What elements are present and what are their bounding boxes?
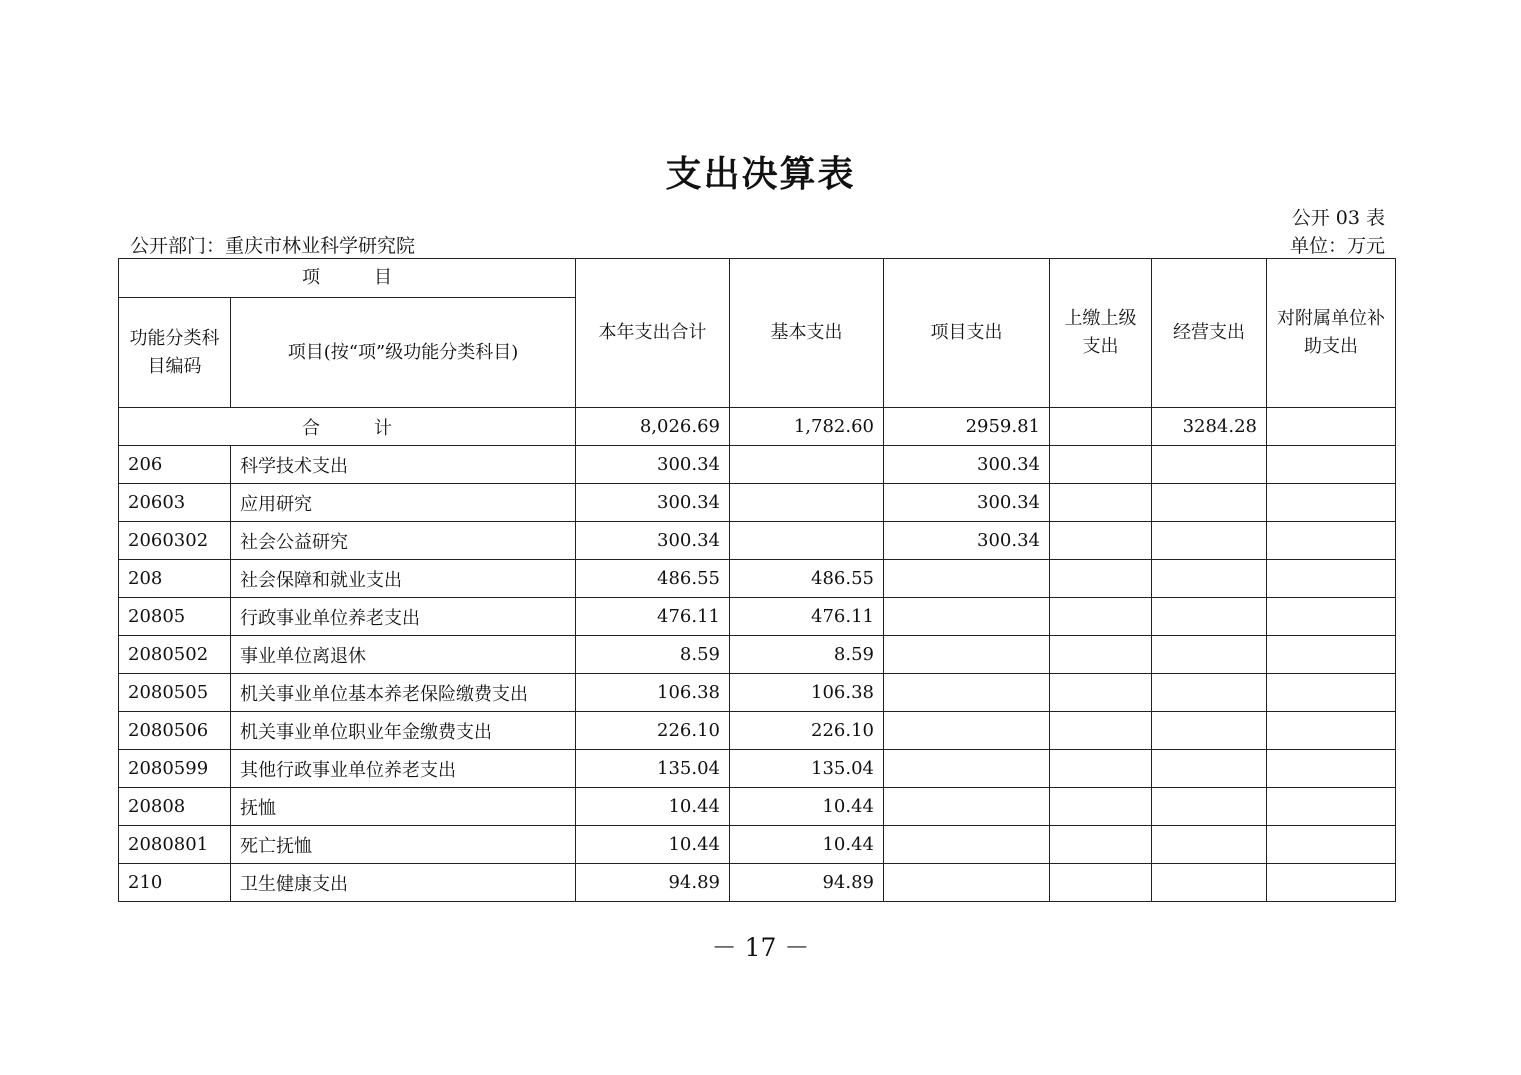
cell-project: 300.34 [884,522,1050,560]
cell-subsidy [1267,674,1396,712]
cell-subsidy [1267,484,1396,522]
cell-basic: 8.59 [730,636,884,674]
cell-basic: 94.89 [730,864,884,902]
cell-upper [1050,446,1152,484]
cell-code: 2080599 [119,750,231,788]
cell-name: 行政事业单位养老支出 [231,598,576,636]
cell-basic: 486.55 [730,560,884,598]
cell-subsidy [1267,598,1396,636]
cell-upper [1050,826,1152,864]
cell-project [884,788,1050,826]
expenditure-table [118,258,1396,902]
table-row [119,826,1396,864]
cell-upper [1050,674,1152,712]
cell-code: 208 [119,560,231,598]
cell-code: 20805 [119,598,231,636]
table-row [119,712,1396,750]
cell-total: 486.55 [576,560,730,598]
cell-code: 2080506 [119,712,231,750]
header-operation: 经营支出 [1152,259,1267,408]
page-number: － 17 － [711,933,810,962]
cell-total: 476.11 [576,598,730,636]
cell-project [884,560,1050,598]
cell-operation [1152,712,1267,750]
cell-basic: 476.11 [730,598,884,636]
cell-operation [1152,826,1267,864]
table-row [119,522,1396,560]
cell-subsidy [1267,788,1396,826]
cell-name: 机关事业单位基本养老保险缴费支出 [231,674,576,712]
cell-code: 2080502 [119,636,231,674]
cell-basic [730,446,884,484]
cell-basic: 106.38 [730,674,884,712]
cell-code: 20603 [119,484,231,522]
cell-name: 卫生健康支出 [231,864,576,902]
cell-name: 社会公益研究 [231,522,576,560]
table-row [119,788,1396,826]
cell-total: 106.38 [576,674,730,712]
header-project: 项目支出 [884,259,1050,408]
cell-code: 20808 [119,788,231,826]
cell-total: 300.34 [576,522,730,560]
cell-name: 社会保障和就业支出 [231,560,576,598]
cell-project [884,712,1050,750]
cell-project [884,598,1050,636]
cell-name: 应用研究 [231,484,576,522]
department-label: 公开部门：重庆市林业科学研究院 [130,235,416,257]
cell-subsidy [1267,636,1396,674]
cell-total: 226.10 [576,712,730,750]
cell-operation [1152,598,1267,636]
cell-operation [1152,636,1267,674]
cell-subsidy [1267,446,1396,484]
cell-total: 300.34 [576,484,730,522]
cell-basic: 135.04 [730,750,884,788]
sum-project: 2959.81 [884,408,1050,446]
cell-upper [1050,522,1152,560]
cell-total: 94.89 [576,864,730,902]
cell-code: 210 [119,864,231,902]
cell-operation [1152,560,1267,598]
table-row [119,598,1396,636]
cell-name: 科学技术支出 [231,446,576,484]
sum-total: 8,026.69 [576,408,730,446]
cell-subsidy [1267,522,1396,560]
cell-subsidy [1267,712,1396,750]
cell-subsidy [1267,560,1396,598]
cell-code: 2060302 [119,522,231,560]
cell-name: 抚恤 [231,788,576,826]
cell-name: 死亡抚恤 [231,826,576,864]
sum-label: 合 计 [119,408,576,446]
cell-subsidy [1267,826,1396,864]
cell-basic [730,484,884,522]
cell-project: 300.34 [884,484,1050,522]
cell-name: 机关事业单位职业年金缴费支出 [231,712,576,750]
cell-total: 135.04 [576,750,730,788]
unit-label: 单位：万元 [1289,235,1385,257]
cell-operation [1152,484,1267,522]
table-row [119,750,1396,788]
sum-basic: 1,782.60 [730,408,884,446]
table-row [119,446,1396,484]
table-row [119,864,1396,902]
cell-basic: 226.10 [730,712,884,750]
cell-upper [1050,598,1152,636]
cell-project [884,750,1050,788]
cell-code: 2080505 [119,674,231,712]
header-code: 功能分类科目编码 [119,298,231,408]
header-upper: 上缴上级支出 [1050,259,1152,408]
cell-operation [1152,522,1267,560]
cell-project [884,674,1050,712]
header-name: 项目(按“项”级功能分类科目) [231,298,576,408]
header-basic: 基本支出 [730,259,884,408]
table-number: 公开 03 表 [1291,207,1385,229]
cell-upper [1050,750,1152,788]
sum-operation: 3284.28 [1152,408,1267,446]
cell-code: 206 [119,446,231,484]
page-title: 支出决算表 [665,154,856,195]
cell-upper [1050,864,1152,902]
cell-total: 8.59 [576,636,730,674]
cell-basic [730,522,884,560]
cell-upper [1050,560,1152,598]
header-subsidy: 对附属单位补助支出 [1267,259,1396,408]
cell-project [884,826,1050,864]
cell-operation [1152,674,1267,712]
sum-subsidy [1267,408,1396,446]
cell-upper [1050,484,1152,522]
cell-basic: 10.44 [730,788,884,826]
table-row [119,636,1396,674]
header-item-group: 项 目 [119,259,576,298]
table-row [119,674,1396,712]
cell-subsidy [1267,750,1396,788]
cell-project [884,636,1050,674]
cell-total: 10.44 [576,788,730,826]
cell-operation [1152,788,1267,826]
table-row [119,560,1396,598]
cell-operation [1152,446,1267,484]
cell-total: 300.34 [576,446,730,484]
cell-project [884,864,1050,902]
cell-name: 其他行政事业单位养老支出 [231,750,576,788]
sum-row [119,408,1396,446]
cell-upper [1050,788,1152,826]
header-total: 本年支出合计 [576,259,730,408]
cell-basic: 10.44 [730,826,884,864]
cell-upper [1050,712,1152,750]
cell-name: 事业单位离退休 [231,636,576,674]
cell-operation [1152,750,1267,788]
cell-project: 300.34 [884,446,1050,484]
cell-subsidy [1267,864,1396,902]
cell-code: 2080801 [119,826,231,864]
cell-operation [1152,864,1267,902]
sum-upper [1050,408,1152,446]
table-row [119,484,1396,522]
cell-total: 10.44 [576,826,730,864]
cell-upper [1050,636,1152,674]
